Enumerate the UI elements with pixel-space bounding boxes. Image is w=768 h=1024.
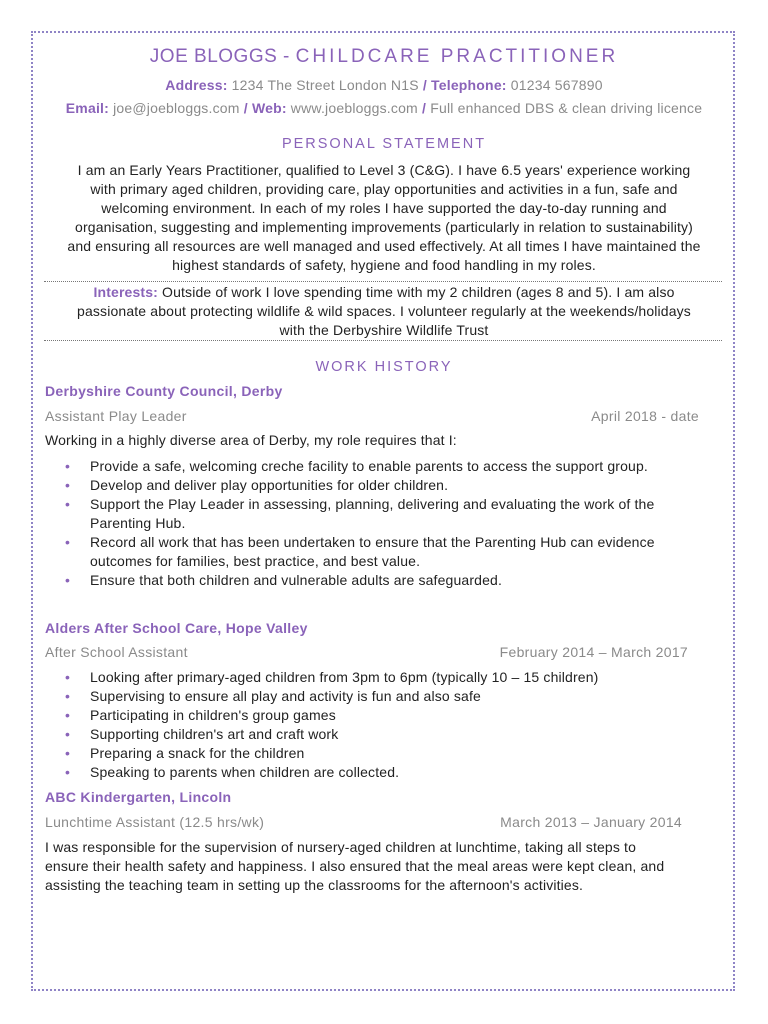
- separator: /: [422, 77, 427, 93]
- list-item-text: Develop and deliver play opportunities for older children.: [90, 477, 449, 493]
- statement-line: with primary aged children, providing care, play opportunities and activities in a fun, safe and: [90, 181, 678, 197]
- list-item: [45, 668, 725, 687]
- description-line: ensure their health safety and happiness. I also ensured that the meal areas were kept clean, and: [45, 858, 665, 874]
- employer-name: ABC Kindergarten, Lincoln: [45, 789, 232, 805]
- web-label: Web:: [251, 100, 287, 116]
- employer-name: Derbyshire County Council, Derby: [45, 383, 283, 399]
- list-item-text: Support the Play Leader in assessing, planning, delivering and evaluating the work of the: [90, 496, 655, 512]
- telephone-label: Telephone:: [431, 77, 507, 93]
- interests-line: [44, 283, 724, 302]
- list-item-text: Supervising to ensure all play and activity is fun and also safe: [90, 688, 481, 704]
- statement-line: highest standards of safety, hygiene and food handling in my roles.: [172, 257, 596, 273]
- job-dates: April 2018 - date: [591, 408, 699, 424]
- list-item: [45, 725, 725, 744]
- bullet-icon: •: [65, 688, 71, 704]
- description-line: I was responsible for the supervision of nursery-aged children at lunchtime, taking all steps to: [45, 839, 637, 855]
- list-item: [45, 744, 725, 763]
- interests-line: passionate about protecting wildlife & wild spaces. I volunteer regularly at the weekends/holidays: [77, 303, 691, 319]
- list-item-text: Record all work that has been undertaken to ensure that the Parenting Hub can evidence: [90, 534, 655, 550]
- list-item: [45, 571, 725, 590]
- divider: [44, 281, 722, 282]
- job-description: [45, 838, 725, 895]
- job-dates: February 2014 – March 2017: [499, 644, 688, 660]
- bullet-icon: •: [65, 669, 71, 685]
- interests-line: with the Derbyshire Wildlife Trust: [279, 322, 489, 338]
- email-label: Email:: [65, 100, 109, 116]
- contact-line-2: [0, 100, 768, 116]
- work-history-heading: WORK HISTORY: [315, 359, 453, 375]
- job-title: Lunchtime Assistant (12.5 hrs/wk): [45, 814, 265, 830]
- personal-statement-text: [44, 161, 724, 275]
- candidate-role: CHILDCARE PRACTITIONER: [295, 46, 619, 67]
- list-item-text: Supporting children's art and craft work: [90, 726, 339, 742]
- candidate-name: JOE BLOGGS -: [149, 46, 290, 67]
- list-item-text: Participating in children's group games: [90, 707, 336, 723]
- job-intro: Working in a highly diverse area of Derby, my role requires that I:: [45, 432, 457, 448]
- list-item-text: outcomes for families, best practice, and best value.: [90, 553, 421, 569]
- bullet-icon: •: [65, 745, 71, 761]
- job-duties-list: [45, 668, 725, 782]
- list-item: [45, 533, 725, 571]
- address-value: 1234 The Street London N1S: [231, 77, 419, 93]
- job-dates: March 2013 – January 2014: [500, 814, 682, 830]
- list-item-text: Parenting Hub.: [90, 515, 186, 531]
- interests-line-text: Outside of work I love spending time with my 2 children (ages 8 and 5). I am also: [162, 284, 675, 300]
- list-item: [45, 687, 725, 706]
- list-item: [45, 706, 725, 725]
- separator: /: [243, 100, 248, 116]
- page-title: [0, 46, 768, 68]
- address-label: Address:: [165, 77, 228, 93]
- bullet-icon: •: [65, 764, 71, 780]
- interests-text: [44, 283, 724, 340]
- bullet-icon: •: [65, 534, 71, 550]
- licence-note: Full enhanced DBS & clean driving licence: [430, 100, 703, 116]
- list-item-text: Looking after primary-aged children from 3pm to 6pm (typically 10 – 15 children): [90, 669, 599, 685]
- bullet-icon: •: [65, 726, 71, 742]
- email-value: joe@joebloggs.com: [113, 100, 240, 116]
- list-item: [45, 457, 725, 476]
- web-value: www.joebloggs.com: [290, 100, 418, 116]
- bullet-icon: •: [65, 707, 71, 723]
- job-duties-list: [45, 457, 725, 590]
- personal-statement-heading: PERSONAL STATEMENT: [281, 136, 487, 152]
- bullet-icon: •: [65, 477, 71, 493]
- list-item: [45, 495, 725, 533]
- job-title: After School Assistant: [45, 644, 188, 660]
- statement-line: organisation, suggesting and implementing improvements (particularly in relation to sustainability): [75, 219, 693, 235]
- list-item-text: Provide a safe, welcoming creche facility to enable parents to access the support group.: [90, 458, 648, 474]
- bullet-icon: •: [65, 458, 71, 474]
- divider: [44, 340, 722, 341]
- interests-label: Interests:: [93, 284, 158, 300]
- separator: /: [422, 100, 427, 116]
- list-item: [45, 763, 725, 782]
- bullet-icon: •: [65, 496, 71, 512]
- telephone-value: 01234 567890: [510, 77, 603, 93]
- list-item-text: Preparing a snack for the children: [90, 745, 305, 761]
- description-line: assisting the teaching team in setting up the classrooms for the afternoon's activities.: [45, 877, 584, 893]
- statement-line: welcoming environment. In each of my roles I have supported the day-to-day running and: [101, 200, 667, 216]
- statement-line: I am an Early Years Practitioner, qualified to Level 3 (C&G). I have 6.5 years' experience working: [77, 162, 691, 178]
- employer-name: Alders After School Care, Hope Valley: [45, 620, 308, 636]
- statement-line: and ensuring all resources are well managed and used effectively. At all times I have maintained the: [67, 238, 701, 254]
- list-item-text: Speaking to parents when children are collected.: [90, 764, 400, 780]
- job-title: Assistant Play Leader: [45, 408, 187, 424]
- contact-line-1: [0, 77, 768, 93]
- list-item-text: Ensure that both children and vulnerable adults are safeguarded.: [90, 572, 502, 588]
- list-item: [45, 476, 725, 495]
- bullet-icon: •: [65, 572, 71, 588]
